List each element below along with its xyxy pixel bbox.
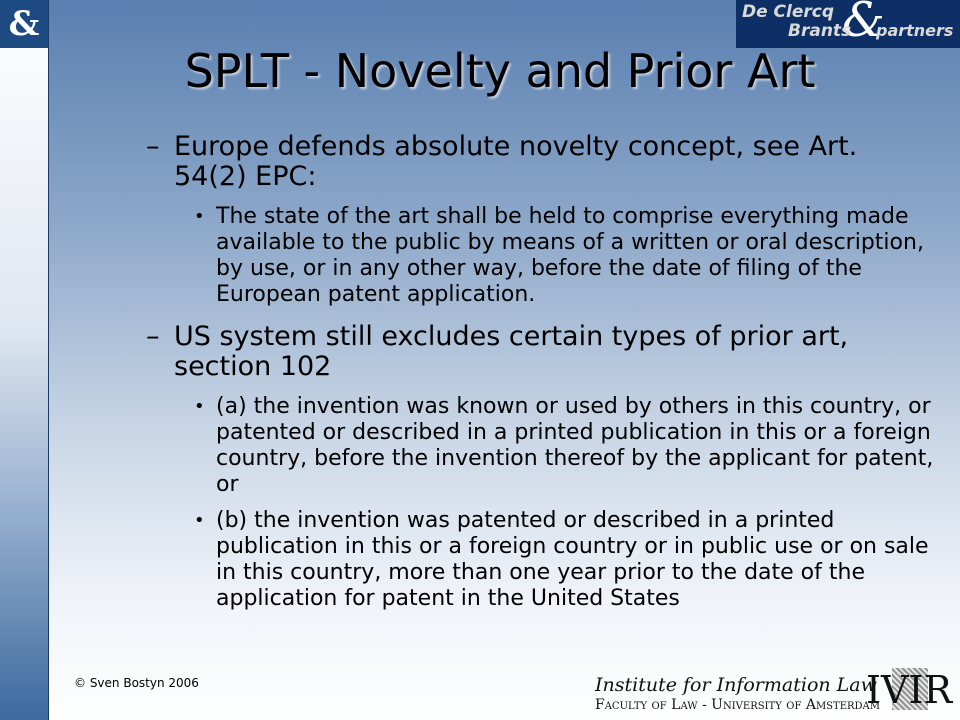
ivir-logo-text: IVIR	[866, 668, 953, 712]
faculty-name: Faculty of Law - University of Amsterdam	[595, 697, 881, 713]
bullet-marker: •	[194, 206, 205, 227]
bullet-europe	[146, 132, 936, 192]
institute-logo-text	[595, 674, 880, 713]
firm-logo-ampersand: &	[842, 0, 885, 48]
subbullet-102b	[146, 508, 936, 612]
subbullet-text: (b) the invention was patented or described in a printed publication in this or a foreign country or in public use or on sale in this country, more than one year prior to the date of the application for patent in the United States	[216, 508, 929, 611]
firm-logo-partners: partners	[876, 21, 954, 40]
dash-marker: –	[146, 131, 160, 162]
firm-logo-line2: Brants	[788, 21, 852, 41]
subbullet-text: The state of the art shall be held to comprise everything made available to the public by means of a written or oral description, by use, or in any other way, before the date of filing of the European patent application.	[216, 204, 924, 307]
institute-name: Institute for Information Law	[595, 674, 877, 696]
bullet-text: Europe defends absolute novelty concept, see Art. 54(2) EPC:	[174, 131, 858, 192]
bullet-marker: •	[194, 396, 205, 417]
slide-content	[146, 132, 936, 622]
copyright-notice: © Sven Bostyn 2006	[74, 676, 199, 690]
bullet-text: US system still excludes certain types of prior art, section 102	[174, 321, 849, 382]
subbullet-102a	[146, 394, 936, 498]
firm-logo	[736, 0, 960, 48]
slide-title: SPLT - Novelty and Prior Art	[184, 44, 816, 98]
bullet-marker: •	[194, 510, 205, 531]
subbullet-text: (a) the invention was known or used by others in this country, or patented or described in a printed publication in this or a foreign country, before the invention thereof by the applicant for patent, or	[216, 394, 934, 497]
left-side-bar	[0, 0, 49, 720]
ivir-logo	[866, 668, 956, 718]
bullet-us	[146, 322, 936, 382]
subbullet-art54	[146, 204, 936, 308]
ampersand-logo: &	[0, 0, 48, 48]
firm-logo-line1: De Clercq	[742, 2, 835, 22]
dash-marker: –	[146, 321, 160, 352]
